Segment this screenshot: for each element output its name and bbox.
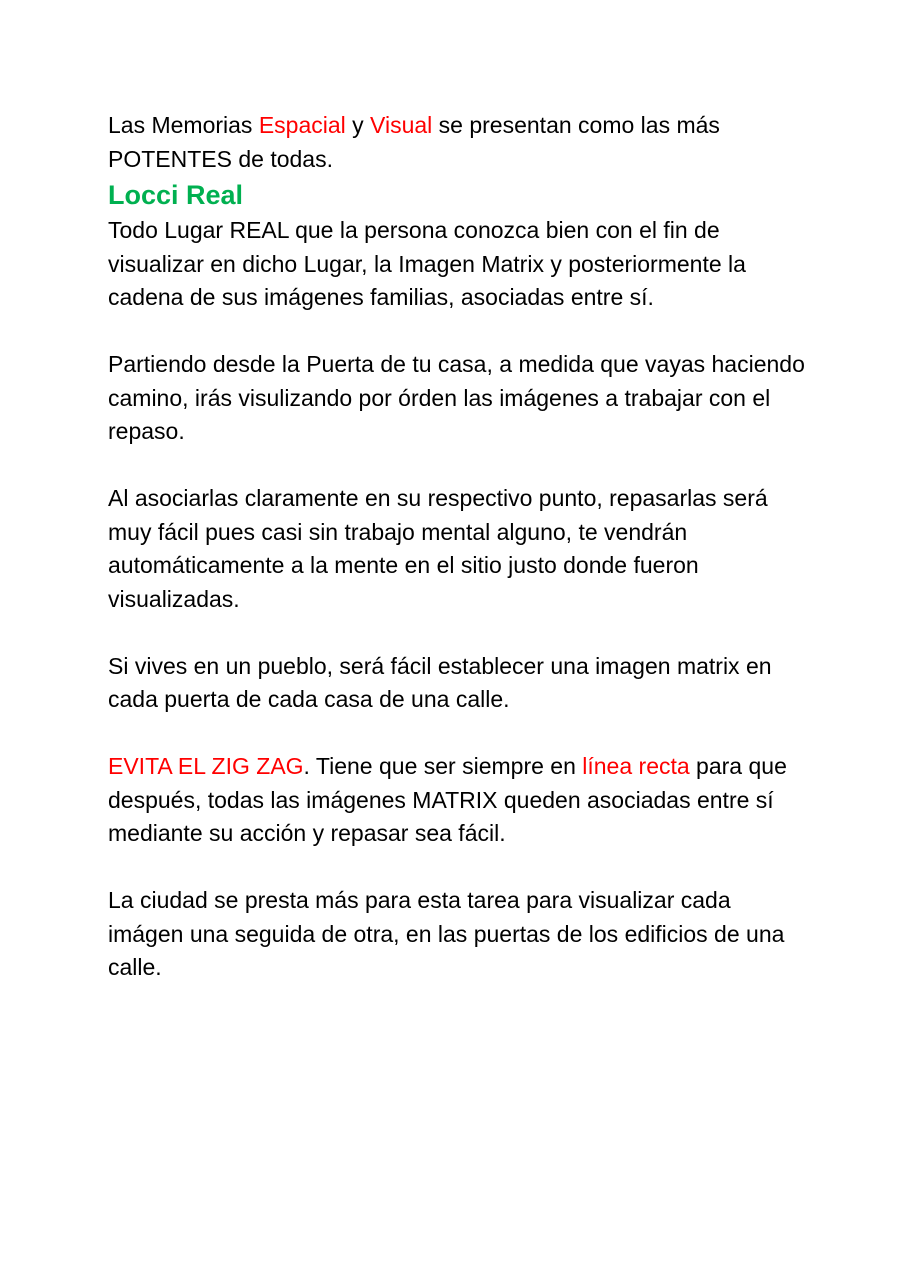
paragraph-2: Partiendo desde la Puerta de tu casa, a medida que vayas haciendo camino, irás visulizando por órden las imágenes a trabajar con el repaso.	[108, 351, 805, 444]
paragraph-6: La ciudad se presta más para esta tarea para visualizar cada imágen una seguida de otra, en las puertas de los edificios de una calle.	[108, 887, 785, 980]
intro-text-1: Las Memorias	[108, 112, 259, 138]
paragraph-3: Al asociarlas claramente en su respectivo punto, repasarlas será muy fácil pues casi sin trabajo mental alguno, te vendrán automáticamente a la mente en el sitio justo donde fueron visualizadas.	[108, 485, 768, 612]
document-page	[108, 109, 808, 985]
highlight-visual: Visual	[370, 112, 433, 138]
intro-paragraph	[108, 109, 808, 176]
highlight-espacial: Espacial	[258, 112, 346, 138]
paragraph-5-text-2: para que después, todas las imágenes MATRIX queden asociadas entre sí mediante su acción y repasar sea fácil.	[108, 753, 787, 846]
intro-text-3: se presentan como las más POTENTES de todas.	[108, 112, 720, 172]
paragraph-5	[108, 750, 808, 851]
paragraph-1: Todo Lugar REAL que la persona conozca bien con el fin de visualizar en dicho Lugar, la Imagen Matrix y posteriormente la cadena de sus imágenes familias, asociadas entre sí.	[108, 217, 746, 310]
intro-text-2: y	[345, 112, 371, 138]
section-heading: Locci Real	[108, 180, 244, 210]
highlight-linea-recta: línea recta	[582, 753, 690, 779]
paragraph-5-text-1: . Tiene que ser siempre en	[303, 753, 583, 779]
warning-zigzag: EVITA EL ZIG ZAG	[108, 753, 304, 779]
paragraph-4: Si vives en un pueblo, será fácil establecer una imagen matrix en cada puerta de cada casa de una calle.	[108, 652, 772, 712]
